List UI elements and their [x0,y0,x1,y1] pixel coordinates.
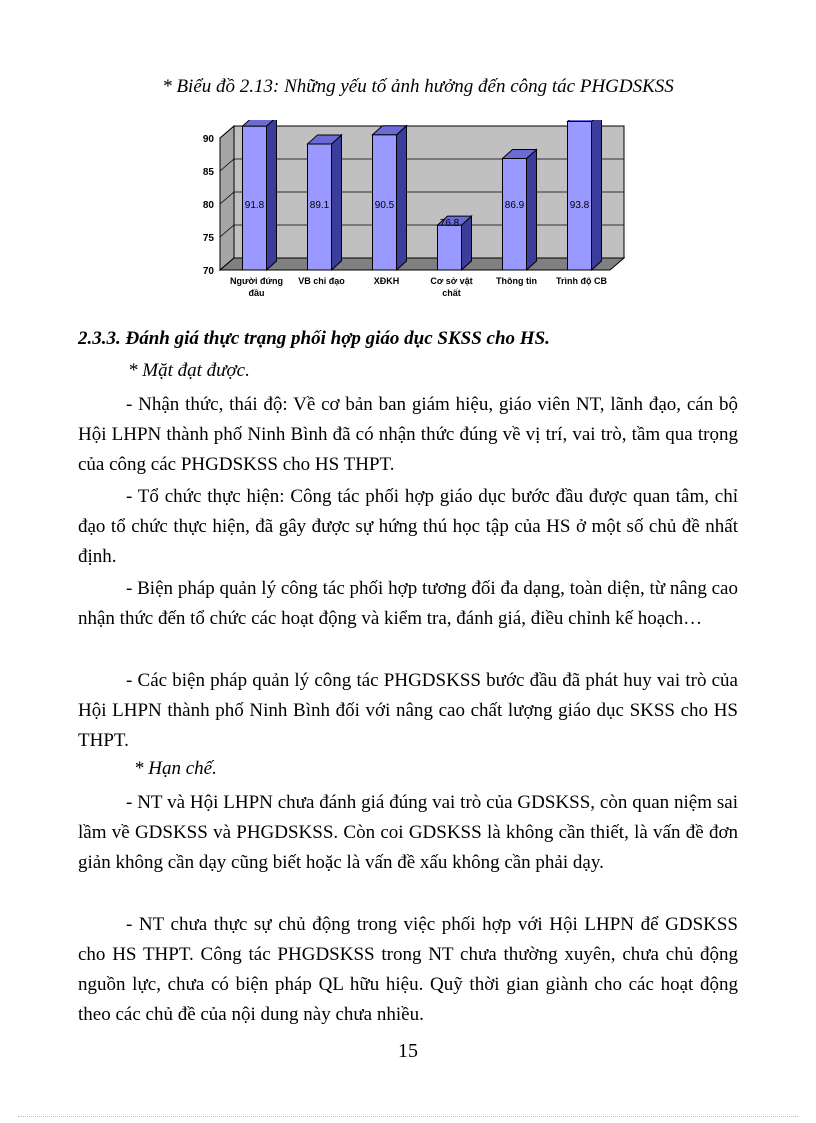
bar-value-label: 76.8 [439,218,460,229]
bar-value-label: 91.8 [244,200,265,211]
paragraph-limitation-1: - NT và Hội LHPN chưa đánh giá đúng vai trò của GDSKSS, còn quan niệm sai lầm về GDSKSS và PHGDSKSS. Còn coi GDSKSS là không cần thiết, là vấn đề đơn giản không cần dạy cũng biết hoặc là vấn đề xấu không cần phải dạy. [78,792,738,873]
y-tick-label: 90 [202,134,214,145]
section-heading: 2.3.3. Đánh giá thực trạng phối hợp giáo dục SKSS cho HS. [78,328,550,349]
x-tick-label: Cơ sở vật chất [430,276,473,298]
achieved-label: * Mặt đạt được. [128,360,250,381]
bar-front [243,126,267,270]
y-tick-label: 80 [202,200,214,211]
paragraph-management-measures: - Biện pháp quản lý công tác phối hợp tương đối đa dạng, toàn diện, từ nâng cao nhận thức đến tổ chức các hoạt động và kiểm tra, đánh giá, điều chỉnh kế hoạch… [78,578,738,629]
bar-value-label: 90.5 [374,200,395,211]
chart-y-ticks [203,134,215,277]
bar-value-label: 86.9 [504,200,525,211]
paragraph-phgdskss-measures: - Các biện pháp quản lý công tác PHGDSKSS bước đầu đã phát huy vai trò của Hội LHPN thành phố Ninh Bình đối với nâng cao chất lượng giáo dục SKSS cho HS THPT. [78,670,738,751]
bar-group [503,149,537,270]
bar-value-label: 93.8 [569,200,590,211]
bar-side [267,120,277,270]
limits-label: * Hạn chế. [134,758,217,779]
page-number: 15 [398,1040,418,1062]
bar-group [373,126,407,270]
chart-caption: * Biểu đồ 2.13: Những yếu tố ảnh hưởng đến công tác PHGDSKSS [162,76,674,97]
bar-chart [190,120,650,310]
paragraph-awareness: - Nhận thức, thái độ: Về cơ bản ban giám hiệu, giáo viên NT, lãnh đạo, cán bộ Hội LHPN thành phố Ninh Bình đã có nhận thức đúng về vị trí, vai trò, tầm qua trọng của công các PHGDSKSS cho HS THPT. [78,394,738,475]
bar-front [503,158,527,270]
bar-group [568,120,602,270]
bar-group [308,135,342,270]
x-tick-label: XĐKH [373,276,400,286]
chart-floor [220,258,624,270]
chart-walls [220,126,624,270]
chart-x-labels [230,276,607,298]
bar-group [243,120,277,270]
bar-side [397,126,407,270]
y-tick-label: 70 [202,266,214,277]
paragraph-organization: - Tổ chức thực hiện: Công tác phối hợp giáo dục bước đầu được quan tâm, chỉ đạo tổ chức thực hiện, đã gây được sự hứng thú học tập của HS ở một số chủ đề nhất định. [78,486,738,567]
bar-value-label: 89.1 [309,200,330,211]
bar-group [438,216,472,270]
x-tick-label: Trình độ CB [556,276,607,286]
bar-front [438,225,462,270]
bar-side [592,120,602,270]
x-tick-label: Người đứng đầu [230,276,283,298]
y-tick-label: 75 [202,233,214,244]
paragraph-limitation-2: - NT chưa thực sự chủ động trong việc phối hợp với Hội LHPN để GDSKSS cho HS THPT. Công tác PHGDSKSS trong NT chưa thường xuyên, chưa chủ động nguồn lực, chưa có biện pháp QL hữu hiệu. Quỹ thời gian giành cho các hoạt động theo các chủ đề của nội dung này chưa nhiều. [78,914,738,1025]
x-tick-label: VB chỉ đạo [298,276,345,286]
page-footer-divider [18,1116,798,1117]
bar-front [568,122,592,271]
x-tick-label: Thông tin [496,276,537,286]
y-tick-label: 85 [202,167,214,178]
bar-side [332,135,342,270]
bar-side [527,149,537,270]
